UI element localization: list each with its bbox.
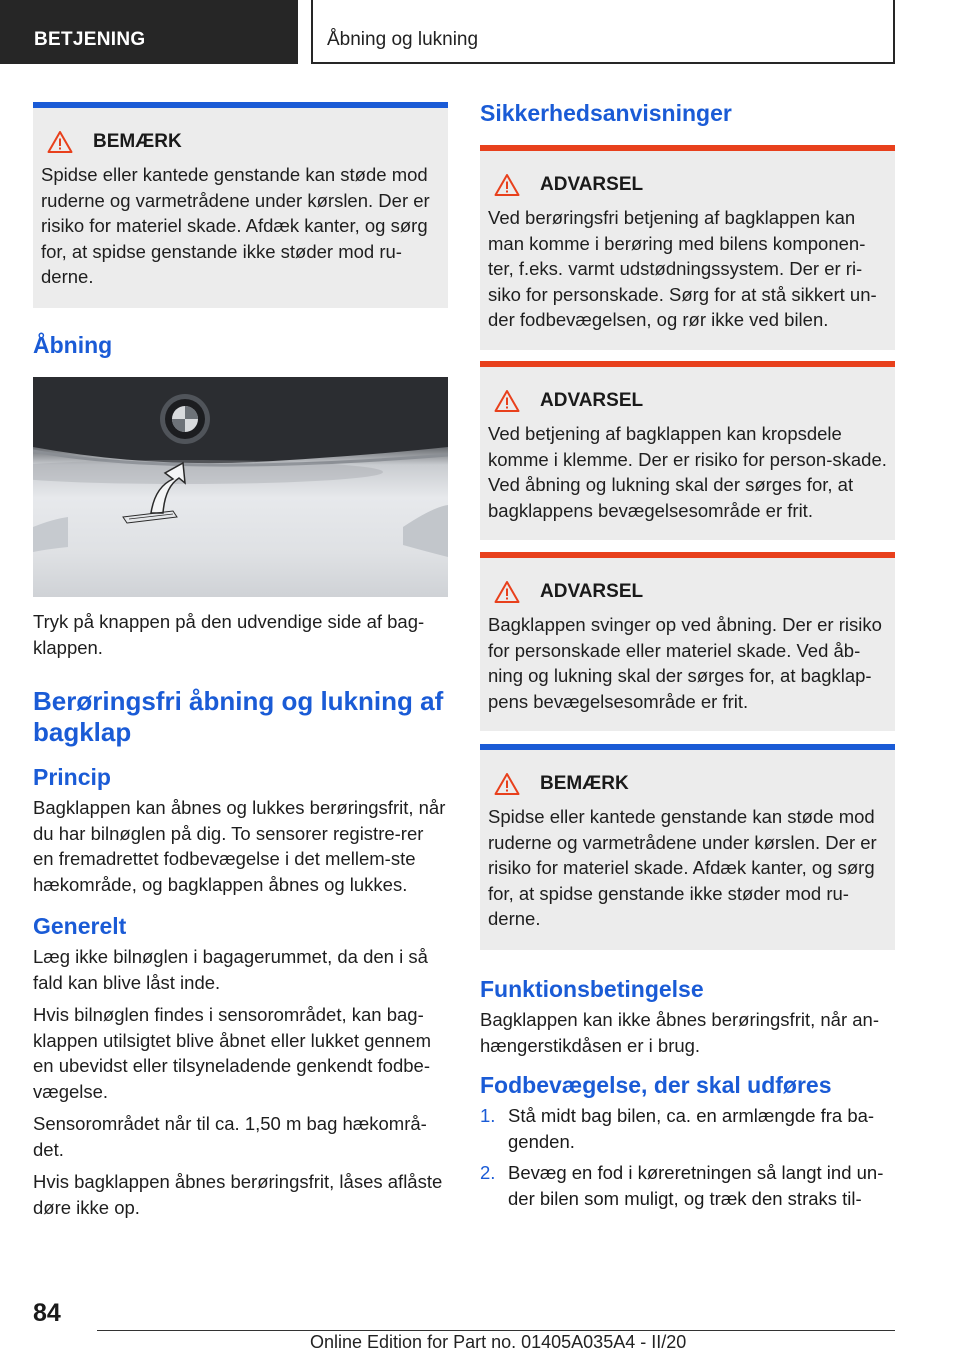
notice-heading — [488, 772, 887, 796]
steps-heading: Fodbevægelse, der skal udføres — [480, 1072, 832, 1098]
warning-text: Bagklappen svinger op ved åbning. Der er risiko for personskade eller materiel skade. Ved åb-ning og lukning skal der sørges for, at bagklap-pens bevægelsesområde er frit. — [488, 614, 882, 712]
list-item — [480, 1103, 895, 1154]
notice-heading — [41, 130, 440, 154]
warning-triangle-icon — [494, 389, 520, 413]
function-heading: Funktionsbetingelse — [480, 976, 704, 1002]
opening-heading: Åbning — [33, 332, 113, 358]
warning-triangle-icon — [494, 580, 520, 604]
warning-heading — [488, 173, 887, 197]
notice-box-right — [480, 744, 895, 950]
step-text: Bevæg en fod i køreretningen så langt ind un-der bilen som muligt, og træk den straks til- — [508, 1162, 884, 1209]
notice-text: Spidse eller kantede genstande kan støde mod ruderne og varmetrådene under kørslen. Der er risiko for materiel skade. Afdæk kanter, og sørg for, at spidse genstande ikke støder mod ru-derne. — [488, 806, 877, 929]
left-column — [33, 102, 448, 1220]
principle-heading: Princip — [33, 764, 111, 790]
general-paragraph: Sensorområdet når til ca. 1,50 m bag hækområ-det. — [33, 1113, 427, 1160]
list-item — [480, 1160, 895, 1211]
notice-label: BEMÆRK — [93, 131, 182, 152]
warning-triangle-icon — [47, 130, 73, 154]
general-heading: Generelt — [33, 913, 127, 939]
notice-box-left — [33, 102, 448, 308]
step-number: 1. — [480, 1105, 496, 1126]
step-text: Stå midt bag bilen, ca. en armlængde fra ba-genden. — [508, 1105, 875, 1152]
warning-triangle-icon — [494, 772, 520, 796]
notice-label: BEMÆRK — [540, 773, 629, 794]
safety-heading: Sikkerhedsanvisninger — [480, 100, 732, 126]
page-title: Åbning og lukning — [327, 29, 479, 50]
tailgate-photo — [33, 377, 448, 597]
warning-box — [480, 145, 895, 350]
warning-text: Ved berøringsfri betjening af bagklappen kan man komme i berøring med bilens komponen-ter, f.eks. varmt udstødningssystem. Der er ri-siko for personskade. Sørg for at stå sikkert un-der fodbevægelsen, og rør ikke ved bilen. — [488, 207, 877, 330]
section-title: BETJENING — [34, 29, 146, 50]
warning-label: ADVARSEL — [540, 581, 644, 602]
warning-text: Ved betjening af bagklappen kan kropsdele komme i klemme. Der er risiko for person-skade. Ved åbning og lukning skal der sørges for, at bagklappens bevægelsesområde er frit. — [488, 423, 887, 521]
general-paragraph: Læg ikke bilnøglen i bagagerummet, da den i så fald kan blive låst inde. — [33, 946, 428, 993]
bmw-logo-icon — [160, 394, 210, 444]
warning-triangle-icon — [494, 173, 520, 197]
warning-label: ADVARSEL — [540, 390, 644, 411]
step-number: 2. — [480, 1162, 496, 1183]
steps-list — [480, 1103, 895, 1211]
function-text: Bagklappen kan ikke åbnes berøringsfrit, når an-hængerstikdåsen er i brug. — [480, 1009, 879, 1056]
warning-box — [480, 361, 895, 540]
warning-heading — [488, 389, 887, 413]
notice-text: Spidse eller kantede genstande kan støde mod ruderne og varmetrådene under kørslen. Der er risiko for materiel skade. Afdæk kanter, og sørg for, at spidse genstande ikke støder mod ru-derne. — [41, 164, 430, 287]
image-caption: Tryk på knappen på den udvendige side af bag-klappen. — [33, 611, 425, 658]
footer-edition: Online Edition for Part no. 01405A035A4 - II/20 — [310, 1332, 687, 1352]
general-paragraph: Hvis bilnøglen findes i sensorområdet, kan bag-klappen utilsigtet blive åbnet eller lukket gennem en ubevidst eller tilsyneladende genkendt fodbe-vægelse. — [33, 1004, 431, 1102]
page-header — [311, 0, 895, 64]
warning-box — [480, 552, 895, 731]
right-column — [480, 100, 895, 1217]
section-tab — [0, 0, 298, 64]
page-number: 84 — [33, 1299, 61, 1327]
warning-heading — [488, 580, 887, 604]
touchless-heading: Berøringsfri åbning og lukning af bagklap — [33, 686, 444, 747]
general-paragraph: Hvis bagklappen åbnes berøringsfrit, låses aflåste døre ikke op. — [33, 1171, 443, 1218]
principle-text: Bagklappen kan åbnes og lukkes berøringsfrit, når du har bilnøglen på dig. To sensorer registre-rer en fremadrettet fodbevægelse i det mellem-ste hækområde, og bagklappen åbnes og lukkes. — [33, 797, 446, 895]
footer-divider — [97, 1330, 895, 1331]
warning-label: ADVARSEL — [540, 174, 644, 195]
